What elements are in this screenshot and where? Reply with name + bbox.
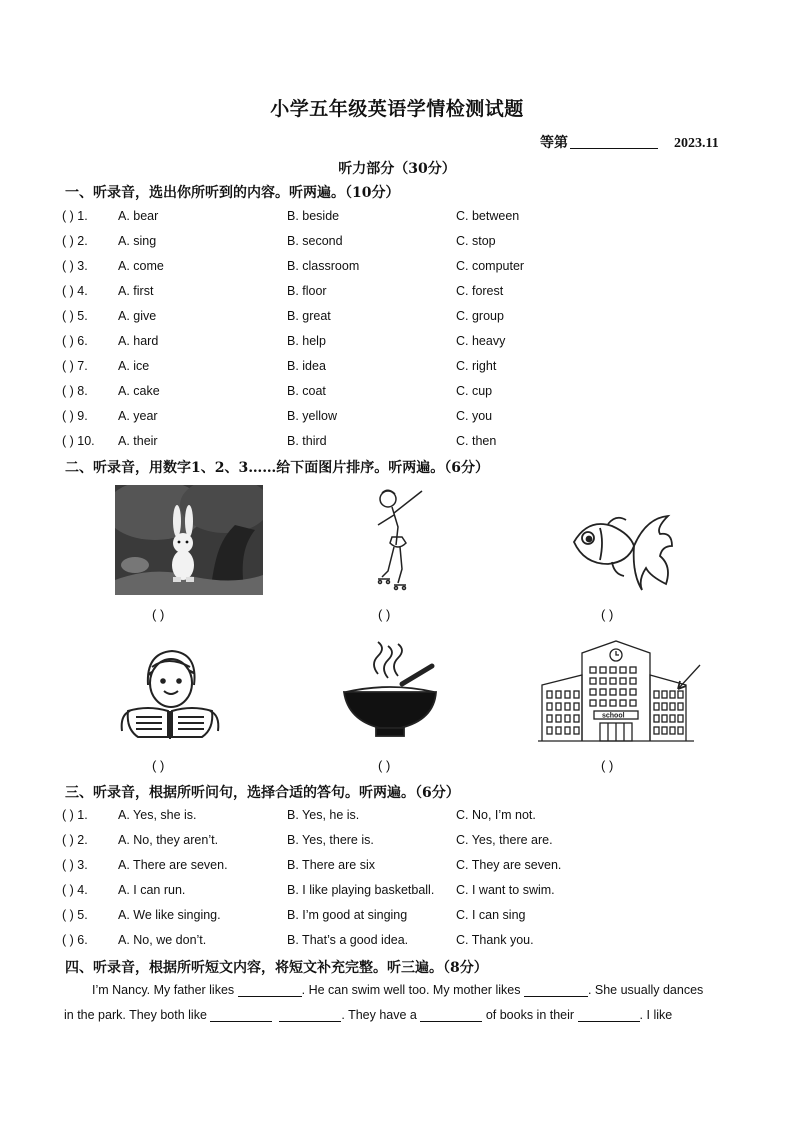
option-a: A. ice [118,359,150,373]
question-row [62,808,742,828]
building-window [620,700,626,706]
answer-paren[interactable]: ( ) 4. [62,284,88,298]
option-b: B. classroom [287,259,360,273]
option-c: C. They are seven. [456,858,562,872]
option-a: A. I can run. [118,883,186,897]
option-c: C. heavy [456,334,506,348]
passage-text: . He can swim well too. My mother likes [301,983,524,997]
building-window [590,700,596,706]
question-row [62,409,742,429]
option-a: A. first [118,284,154,298]
option-a: A. hard [118,334,159,348]
option-b: B. help [287,334,326,348]
building-window [574,715,579,722]
answer-paren[interactable]: ( ) 2. [62,234,88,248]
answer-paren[interactable]: ( ) 6. [62,933,88,947]
building-window [556,703,561,710]
answer-paren[interactable]: ( ) [378,607,391,622]
building-window [547,715,552,722]
answer-paren[interactable]: ( ) [378,758,391,773]
option-c: C. stop [456,234,496,248]
question-row [62,234,742,254]
fill-blank[interactable] [279,1008,341,1022]
fill-blank[interactable] [238,983,302,997]
building-window [574,703,579,710]
option-b: B. coat [287,384,326,398]
option-a: A. bear [118,209,159,223]
option-b: B. idea [287,359,326,373]
passage-text: . She usually dances [587,983,704,997]
answer-paren[interactable]: ( ) 5. [62,309,88,323]
building-window [620,667,626,673]
building-window [630,700,636,706]
answer-paren[interactable]: ( ) 7. [62,359,88,373]
question-row [62,384,742,404]
option-b: B. third [287,434,327,448]
section1-heading: 一、听录音，选出你所听到的内容。听两遍。（10分） [65,185,400,201]
question-row [62,359,742,379]
option-c: C. I can sing [456,908,526,922]
option-a: A. their [118,434,158,448]
option-b: B. Yes, he is. [287,808,360,822]
building-window [610,667,616,673]
building-window [662,691,667,698]
hot-bowl-picture [340,640,440,744]
option-a: A. No, we don’t. [118,933,207,947]
grade-label: 等第 [540,136,568,151]
option-c: C. Yes, there are. [456,833,553,847]
building-window [630,678,636,684]
building-window [678,715,683,722]
building-window [670,691,675,698]
option-a: A. We like singing. [118,908,221,922]
building-window [574,691,579,698]
grade-blank[interactable] [570,134,658,149]
building-window [630,667,636,673]
fill-blank[interactable] [420,1008,482,1022]
building-window [600,678,606,684]
option-c: C. group [456,309,504,323]
boy-reading-picture [118,645,222,745]
option-a: A. There are seven. [118,858,228,872]
option-b: B. That’s a good idea. [287,933,409,947]
building-window [654,703,659,710]
section3-heading: 三、听录音，根据所听问句，选择合适的答句。听两遍。（6分） [65,785,460,801]
answer-paren[interactable]: ( ) 1. [62,209,88,223]
option-b: B. I’m good at singing [287,908,408,922]
building-window [662,727,667,734]
fill-blank[interactable] [524,983,588,997]
question-row [62,833,742,853]
answer-paren[interactable]: ( ) 9. [62,409,88,423]
option-b: B. yellow [287,409,338,423]
option-a: A. cake [118,384,160,398]
option-b: B. Yes, there is. [287,833,374,847]
answer-paren[interactable]: ( ) 3. [62,858,88,872]
building-window [590,678,596,684]
question-row [62,284,742,304]
building-window [654,727,659,734]
passage-text: I’m Nancy. My father likes [92,983,238,997]
option-a: A. year [118,409,158,423]
building-window [600,689,606,695]
building-window [565,727,570,734]
answer-paren[interactable]: ( ) 4. [62,883,88,897]
building-window [565,691,570,698]
answer-paren[interactable]: ( ) [152,758,165,773]
building-window [610,689,616,695]
passage-text: . They have a [341,1008,421,1022]
goldfish-picture [568,512,676,592]
passage-text: of books in their [482,1008,578,1022]
building-window [547,727,552,734]
building-window [600,667,606,673]
option-c: C. right [456,359,497,373]
building-window [565,715,570,722]
grade-line [540,132,719,152]
option-c: C. between [456,209,520,223]
building-window [654,691,659,698]
building-window [565,703,570,710]
option-a: A. Yes, she is. [118,808,197,822]
building-window [556,715,561,722]
answer-paren[interactable]: ( ) 1. [62,808,88,822]
building-window [610,678,616,684]
option-a: A. No, they aren’t. [118,833,219,847]
building-window [662,703,667,710]
option-c: C. then [456,434,497,448]
answer-paren[interactable]: ( ) [152,607,165,622]
passage-text: in the park. They both like [64,1008,211,1022]
answer-paren[interactable]: ( ) 5. [62,908,88,922]
building-window [574,727,579,734]
building-window [556,691,561,698]
question-row [62,209,742,229]
option-c: C. forest [456,284,504,298]
building-window [678,727,683,734]
question-row [62,259,742,279]
option-c: C. Thank you. [456,933,534,947]
option-c: C. I want to swim. [456,883,555,897]
passage-line-2 [64,1003,730,1028]
answer-paren[interactable]: ( ) 8. [62,384,88,398]
question-row [62,334,742,354]
part-title: 听力部分（30分） [338,161,456,177]
option-b: B. great [287,309,331,323]
option-a: A. give [118,309,157,323]
option-b: B. second [287,234,343,248]
school-sign: school [602,712,625,720]
building-window [654,715,659,722]
fill-blank[interactable] [210,1008,272,1022]
building-window [590,667,596,673]
answer-paren[interactable]: ( ) 6. [62,334,88,348]
school-building-picture [538,637,704,745]
building-window [547,691,552,698]
answer-paren[interactable]: ( ) 2. [62,833,88,847]
option-a: A. come [118,259,164,273]
fill-blank[interactable] [578,1008,640,1022]
building-window [620,678,626,684]
building-window [620,689,626,695]
option-c: C. computer [456,259,525,273]
exam-title: 小学五年级英语学情检测试题 [270,98,524,120]
skating-girl-picture [368,485,430,595]
building-window [556,727,561,734]
option-c: C. No, I’m not. [456,808,536,822]
answer-paren[interactable]: ( ) [601,758,614,773]
passage-line-1 [64,978,730,1003]
building-window [610,700,616,706]
building-window [630,689,636,695]
cloze-passage [64,978,730,1028]
building-window [547,703,552,710]
option-b: B. I like playing basketball. [287,883,435,897]
question-row [62,434,742,454]
question-row [62,858,742,878]
option-b: B. There are six [287,858,376,872]
exam-date: 2023.11 [674,136,719,151]
answer-paren[interactable]: ( ) 10. [62,434,95,448]
option-b: B. floor [287,284,327,298]
building-window [662,715,667,722]
building-window [670,715,675,722]
option-a: A. sing [118,234,157,248]
building-window [670,727,675,734]
option-c: C. you [456,409,493,423]
question-row [62,883,742,903]
option-c: C. cup [456,384,493,398]
building-window [670,703,675,710]
answer-paren[interactable]: ( ) 3. [62,259,88,273]
rabbit-forest-picture [115,485,263,595]
answer-paren[interactable]: ( ) [601,607,614,622]
building-window [678,703,683,710]
passage-text: . I like [639,1008,673,1022]
section2-heading: 二、听录音，用数字1、2、3……给下面图片排序。听两遍。（6分） [65,460,489,476]
question-row [62,908,742,928]
building-window [590,689,596,695]
question-row [62,309,742,329]
option-b: B. beside [287,209,340,223]
question-row [62,933,742,953]
section4-heading: 四、听录音，根据所听短文内容，将短文补充完整。听三遍。（8分） [65,960,488,976]
building-window [678,691,683,698]
building-window [600,700,606,706]
